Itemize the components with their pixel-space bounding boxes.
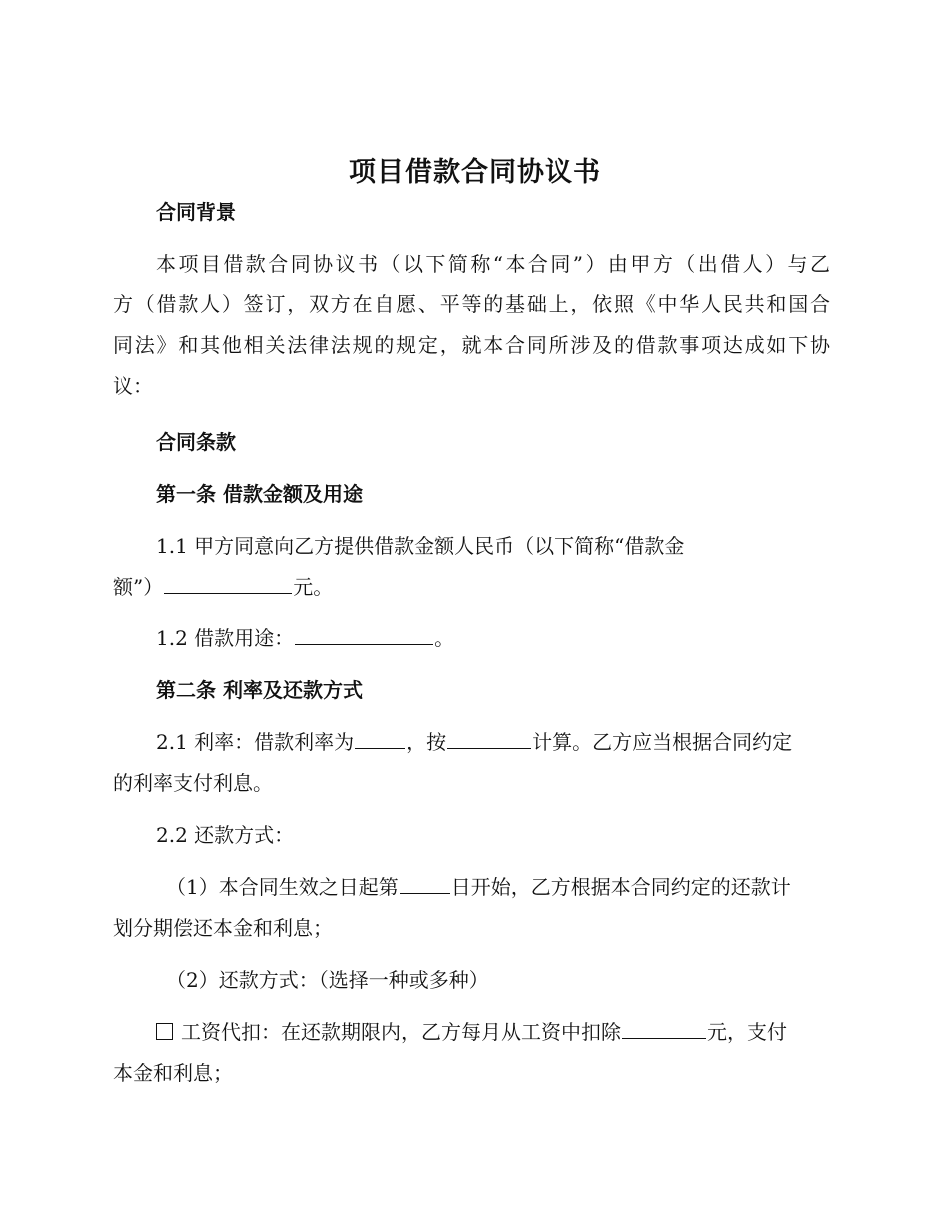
clause-2-1-line2: 的利率支付利息。 bbox=[113, 771, 273, 795]
document-title: 项目借款合同协议书 bbox=[349, 157, 601, 188]
clause-2-1-part2: ，按 bbox=[406, 730, 447, 754]
loan-purpose-blank[interactable] bbox=[295, 624, 433, 645]
payroll-deduction-checkbox[interactable] bbox=[156, 1023, 173, 1040]
repayment-start-day-blank[interactable] bbox=[400, 873, 450, 894]
clause-1-1-line1: 1.1 甲方同意向乙方提供借款金额人民币（以下简称“借款金 bbox=[156, 534, 685, 558]
payroll-option-part2: 元，支付 bbox=[707, 1020, 787, 1044]
background-paragraph-line4: 议： bbox=[113, 374, 153, 398]
item-1-part1: （1）本合同生效之日起第 bbox=[166, 875, 399, 899]
monthly-deduction-blank[interactable] bbox=[622, 1018, 706, 1039]
clause-1-2 bbox=[156, 624, 876, 652]
clause-2-2: 2.2 还款方式： bbox=[156, 823, 295, 847]
background-paragraph-line2: 方（借款人）签订，双方在自愿、平等的基础上，依照《中华人民共和国合 bbox=[113, 292, 830, 316]
payroll-option-part1: 工资代扣：在还款期限内，乙方每月从工资中扣除 bbox=[181, 1020, 621, 1044]
payroll-deduction-option-line1 bbox=[156, 1018, 876, 1046]
clause-1-2-suffix: 。 bbox=[434, 626, 455, 650]
section-heading-background: 合同背景 bbox=[156, 200, 236, 224]
clause-1-2-prefix: 1.2 借款用途： bbox=[156, 626, 295, 650]
section-heading-terms: 合同条款 bbox=[156, 430, 236, 454]
clause-1-1-prefix: 额”） bbox=[113, 575, 164, 599]
interest-rate-blank[interactable] bbox=[355, 728, 405, 749]
interest-calc-basis-blank[interactable] bbox=[447, 728, 531, 749]
background-paragraph-line3: 同法》和其他相关法律法规的规定，就本合同所涉及的借款事项达成如下协 bbox=[113, 333, 830, 357]
background-paragraph-line1: 本项目借款合同协议书（以下简称“本合同”）由甲方（出借人）与乙 bbox=[156, 252, 830, 276]
repayment-item-2: （2）还款方式：（选择一种或多种） bbox=[166, 968, 489, 992]
loan-amount-blank[interactable] bbox=[164, 573, 292, 594]
clause-1-1-suffix: 元。 bbox=[293, 575, 334, 599]
article-2-heading: 第二条 利率及还款方式 bbox=[156, 678, 363, 702]
clause-1-1-line2 bbox=[113, 573, 833, 601]
clause-2-1-part1: 2.1 利率：借款利率为 bbox=[156, 730, 355, 754]
payroll-deduction-option-line2: 本金和利息； bbox=[113, 1061, 233, 1085]
clause-2-1-part3: 计算。乙方应当根据合同约定 bbox=[532, 730, 793, 754]
repayment-item-1-line2: 划分期偿还本金和利息； bbox=[113, 916, 333, 940]
item-1-part2: 日开始，乙方根据本合同约定的还款计 bbox=[450, 875, 791, 899]
repayment-item-1-line1 bbox=[166, 873, 886, 901]
article-1-heading: 第一条 借款金额及用途 bbox=[156, 482, 363, 506]
clause-2-1-line1 bbox=[156, 728, 876, 756]
